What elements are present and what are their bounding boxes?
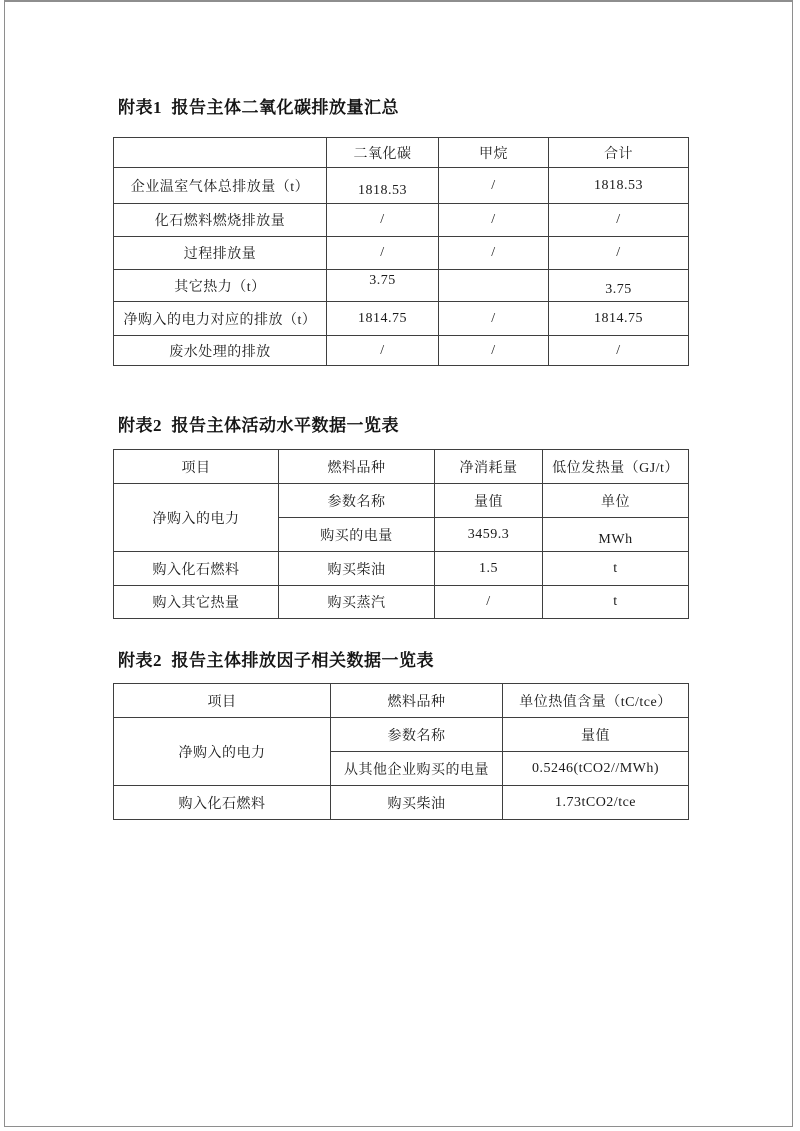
table-cell: 购入其它热量 [114,586,279,619]
table-2-title: 附表2 报告主体活动水平数据一览表 [118,416,399,435]
column-header-cell: 二氧化碳 [327,138,439,168]
table-cell: t [543,586,689,619]
table-cell: / [327,237,439,270]
table-cell: 化石燃料燃烧排放量 [114,204,327,237]
table-cell: 参数名称 [331,718,503,752]
table-cell: 过程排放量 [114,237,327,270]
table-cell: 3.75 [549,270,689,302]
table-cell: 0.5246(tCO2//MWh) [503,752,689,786]
data-table [113,683,689,820]
table-cell: 1.73tCO2/tce [503,786,689,820]
table-cell: 1814.75 [549,302,689,336]
table-cell: 购买的电量 [279,518,435,552]
table-cell: 从其他企业购买的电量 [331,752,503,786]
column-header-cell: 项目 [114,684,331,718]
table-cell: / [439,204,549,237]
column-header-cell: 甲烷 [439,138,549,168]
table-cell: / [549,237,689,270]
table-cell: / [439,336,549,366]
column-header-cell: 单位热值含量（tC/tce） [503,684,689,718]
activity-data-table-container [113,449,689,619]
table-cell: / [439,168,549,204]
table-cell: 企业温室气体总排放量（t） [114,168,327,204]
data-table [113,137,689,366]
table-cell: 净购入的电力 [114,484,279,552]
table-cell: MWh [543,518,689,552]
table-cell: 购买蒸汽 [279,586,435,619]
table-cell [439,270,549,302]
column-header-cell: 燃料品种 [331,684,503,718]
table-cell: 净购入的电力 [114,718,331,786]
table-cell: 1.5 [435,552,543,586]
data-table [113,449,689,619]
emissions-summary-table-container [113,137,689,366]
table-cell: 1818.53 [327,168,439,204]
emission-factor-table-container [113,683,689,820]
column-header-cell: 燃料品种 [279,450,435,484]
table-cell: / [549,336,689,366]
table-cell: / [435,586,543,619]
table-cell: t [543,552,689,586]
table-cell: 净购入的电力对应的排放（t） [114,302,327,336]
column-header-cell: 低位发热量（GJ/t） [543,450,689,484]
table-cell: 量值 [435,484,543,518]
table-cell: 参数名称 [279,484,435,518]
table-cell: 其它热力（t） [114,270,327,302]
column-header-cell: 项目 [114,450,279,484]
table-cell: 购入化石燃料 [114,552,279,586]
table-cell: 3.75 [327,270,439,302]
table-cell: 3459.3 [435,518,543,552]
table-cell: 量值 [503,718,689,752]
table-cell: 1818.53 [549,168,689,204]
table-1-title: 附表1 报告主体二氧化碳排放量汇总 [118,98,399,117]
table-cell: / [439,302,549,336]
table-cell: 购买柴油 [279,552,435,586]
table-cell: 单位 [543,484,689,518]
table-cell: / [327,204,439,237]
table-cell: / [549,204,689,237]
table-cell: 购买柴油 [331,786,503,820]
table-cell: / [327,336,439,366]
table-cell: 购入化石燃料 [114,786,331,820]
table-cell: 1814.75 [327,302,439,336]
table-cell: / [439,237,549,270]
column-header-cell: 净消耗量 [435,450,543,484]
table-cell: 废水处理的排放 [114,336,327,366]
column-header-cell [114,138,327,168]
column-header-cell: 合计 [549,138,689,168]
table-3-title: 附表2 报告主体排放因子相关数据一览表 [118,651,434,670]
